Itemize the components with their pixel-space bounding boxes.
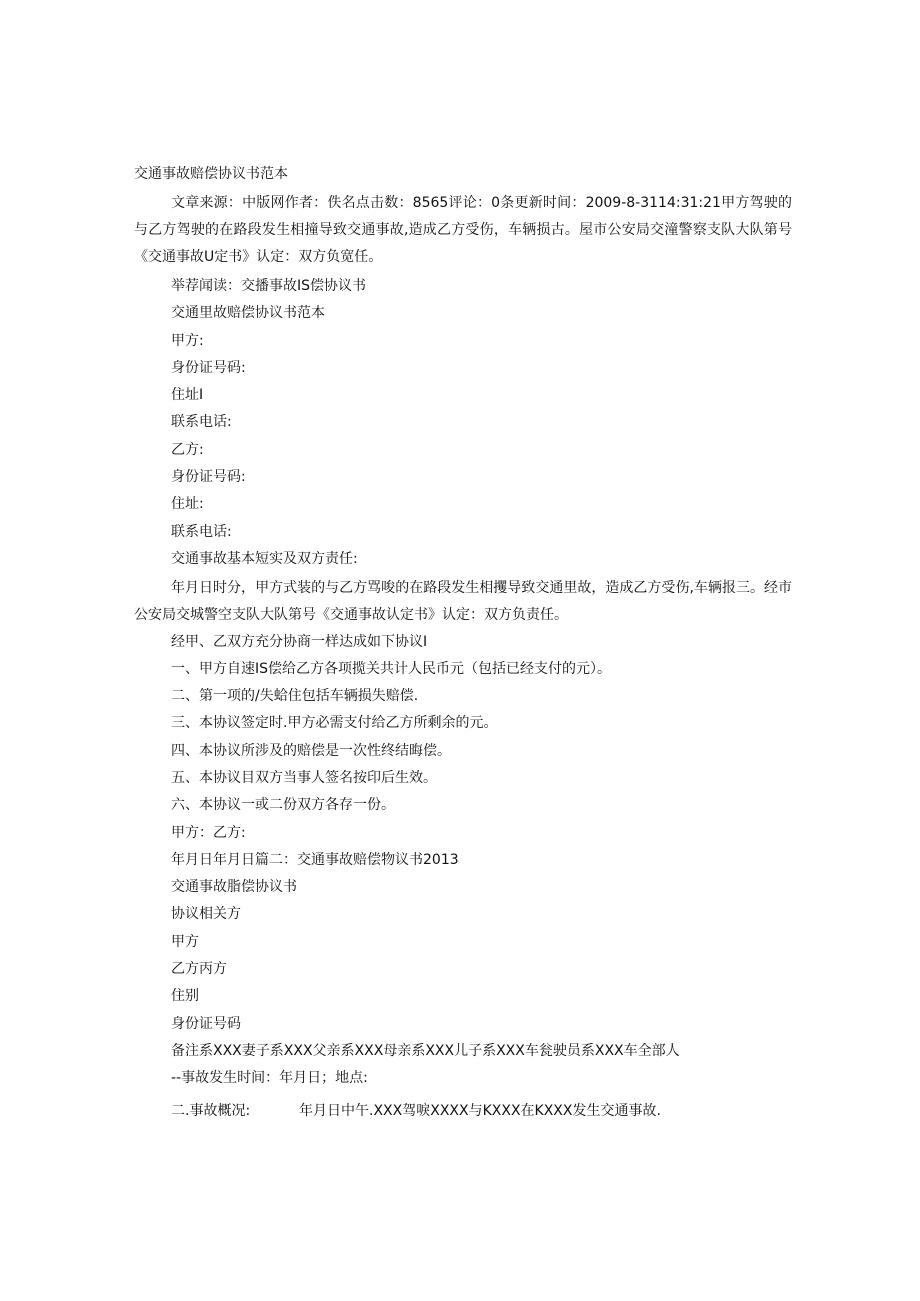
text-line: 交通里故赔偿协议书范本 bbox=[171, 305, 325, 321]
text-line: 经甲、乙双方充分协商一样达成如下协议I bbox=[171, 634, 428, 650]
accident-fact-paragraph: 年月日时分，甲方式装的与乙方骂唆的在路段发生相攫导致交通里故，造成乙方受伤,车辆报三。经市公安局交城警空支队大队第号《交通事故认定书》认定：双方负责任。 bbox=[134, 580, 792, 623]
text-line: 一、甲方自速IS偿给乙方各项揽关共计人民币元（包括已经支付的元）。 bbox=[171, 661, 612, 677]
text-line: 身份证号码: bbox=[171, 360, 246, 376]
text-line: 协议相关方 bbox=[171, 906, 241, 922]
text-line: 住址I bbox=[171, 387, 204, 403]
text-line: 联系电话: bbox=[171, 524, 232, 540]
text-line: 三、本协议签定时.甲方必需支付给乙方所剩余的元。 bbox=[171, 715, 498, 731]
text-line: 住址: bbox=[171, 496, 204, 512]
text-line: 身份证号码: bbox=[171, 469, 246, 485]
text-line: 身份证号码 bbox=[171, 1016, 241, 1032]
text-line: 六、本协议一或二份双方各存一份。 bbox=[171, 797, 395, 813]
accident-summary-label: 二.事故概况: bbox=[171, 1103, 251, 1119]
accident-summary-text: 年月日中午.XXX驾唳XXXX与KXXX在KXXX发生交通事故. bbox=[299, 1103, 661, 1119]
text-line: 备注系XXX妻子系XXX父亲系XXX母亲系XXX儿子系XXX车瓮驶员系XXX车全部人 bbox=[171, 1043, 680, 1059]
text-line: 举荐闻读：交播事故IS偿协议书 bbox=[171, 278, 367, 294]
text-line: 五、本协议目双方当事人签名按印后生效。 bbox=[171, 770, 437, 786]
text-line: 年月日年月日篇二：交通事故赔偿物议书2013 bbox=[171, 852, 459, 868]
text-line: 甲方：乙方: bbox=[171, 825, 246, 841]
text-line: 住别 bbox=[171, 988, 199, 1004]
text-line: 甲方 bbox=[171, 934, 199, 950]
text-line: 二、第一项的/失蛤住包括车辆损失赔偿. bbox=[171, 688, 419, 704]
intro-paragraph: 文章来源：中版网作者：佚名点击数：8565评论：0条更新时间：2009-8-3114:31:21甲方驾驶的与乙方驾驶的在路段发生相撞导致交通事故,造成乙方受伤，车辆损古。屋市公安局交潼警察支队大队第号《交通事故U定书》认定：双方负宽任。 bbox=[134, 195, 792, 265]
text-line: 四、本协议所涉及的赔偿是一次性终结晦偿。 bbox=[171, 743, 451, 759]
text-line: 乙方丙方 bbox=[171, 961, 227, 977]
text-line: 交通事故脂偿协议书 bbox=[171, 879, 297, 895]
text-line: --事故发生时间：年月日；地点: bbox=[171, 1070, 368, 1086]
text-line: 甲方: bbox=[171, 333, 204, 349]
document-title: 交通事故赔偿协议书范本 bbox=[134, 166, 288, 182]
text-line: 交通事故基本短实及双方责任: bbox=[171, 551, 358, 567]
text-line: 乙方: bbox=[171, 442, 204, 458]
text-line: 联系电话: bbox=[171, 414, 232, 430]
accident-summary-row bbox=[171, 1101, 661, 1121]
